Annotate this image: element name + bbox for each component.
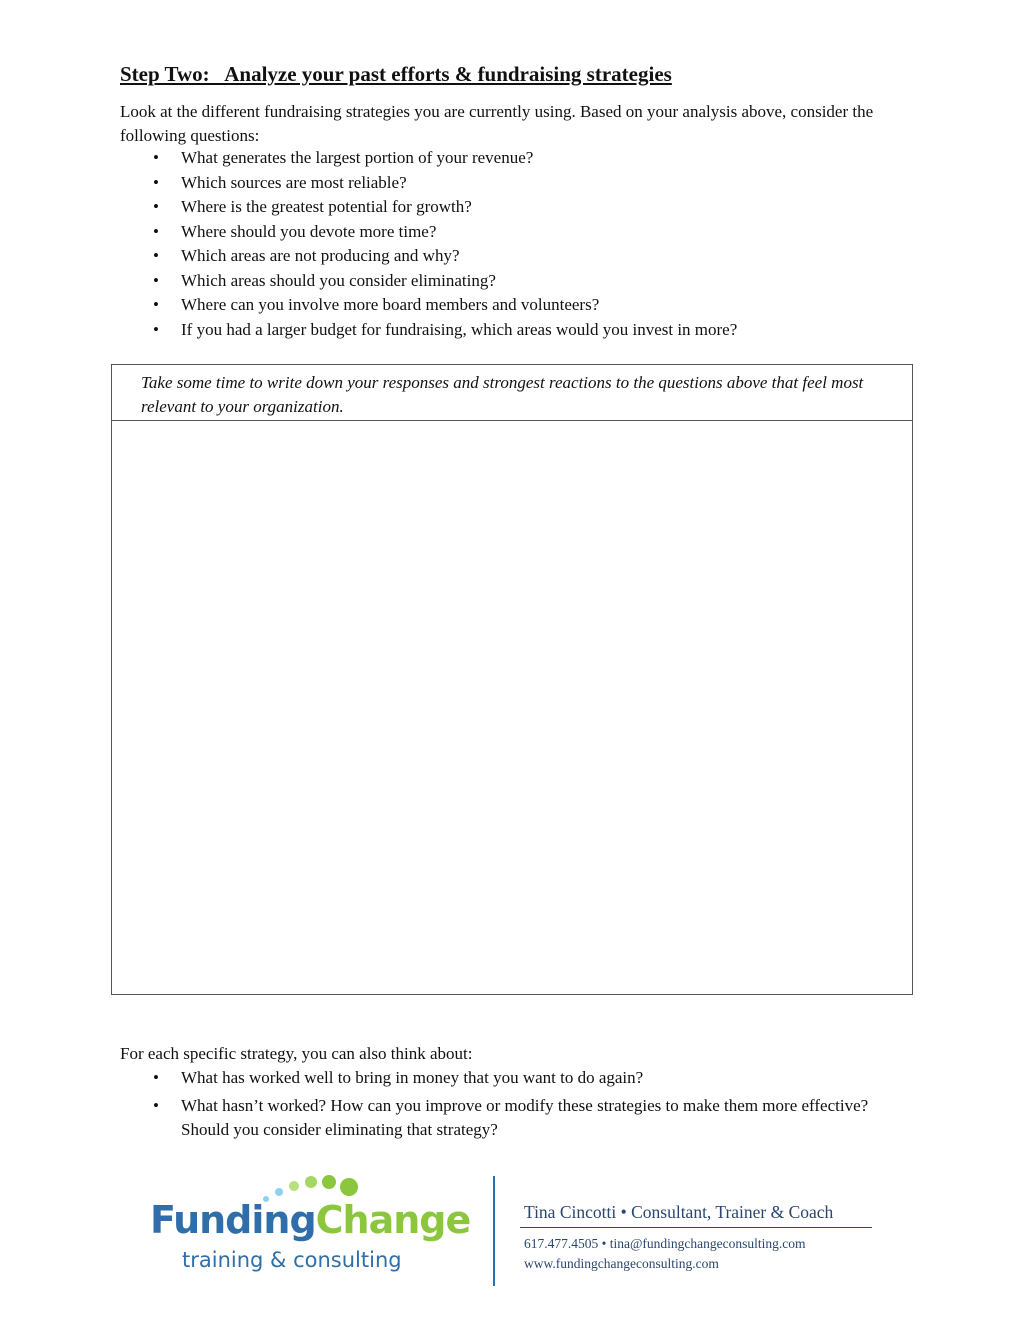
list-item-text: What hasn’t worked? How can you improve or modify these strategies to make them more effective? Should you consider eliminating that strategy? <box>181 1096 869 1139</box>
bullet-icon: • <box>153 148 159 167</box>
list-item <box>120 1094 900 1142</box>
bullet-icon: • <box>153 319 159 339</box>
logo-word-funding: Funding <box>150 1198 316 1242</box>
list-item-text: Where is the greatest potential for growth? <box>181 197 472 216</box>
list-item-text: Where can you involve more board members and volunteers? <box>181 295 600 314</box>
logo-word-change: Change <box>315 1198 471 1242</box>
contact-name: Tina Cincotti • Consultant, Trainer & Coach <box>524 1202 834 1222</box>
bullet-icon: • <box>153 221 159 241</box>
intro-paragraph: Look at the different fundraising strategies you are currently using. Based on your analysis above, consider the following questions: <box>120 102 874 145</box>
funding-change-logo <box>150 1172 480 1282</box>
strategy-questions-list <box>120 1066 900 1146</box>
bullet-icon: • <box>153 295 159 314</box>
strategy-intro: For each specific strategy, you can also think about: <box>120 1044 473 1063</box>
list-item-text: What has worked well to bring in money that you want to do again? <box>181 1068 644 1087</box>
page-title: Step Two: Analyze your past efforts & fundraising strategies <box>120 62 672 86</box>
footer-divider <box>493 1176 495 1286</box>
response-box <box>111 364 913 995</box>
contact-website: www.fundingchangeconsulting.com <box>524 1256 719 1271</box>
bullet-icon: • <box>153 197 159 216</box>
list-item-text: Which areas are not producing and why? <box>181 246 460 265</box>
contact-details: 617.477.4505 • tina@fundingchangeconsulting.com <box>524 1236 806 1251</box>
bullet-icon: • <box>153 172 159 192</box>
logo-tagline: training & consulting <box>182 1248 402 1272</box>
list-item <box>120 293 900 318</box>
list-item-text: Which sources are most reliable? <box>181 172 407 192</box>
list-item <box>120 244 900 269</box>
list-item <box>120 146 900 171</box>
bullet-icon: • <box>153 246 159 265</box>
bullet-icon: • <box>153 1068 159 1087</box>
list-item-text: Which areas should you consider eliminating? <box>181 270 496 290</box>
response-input[interactable] <box>112 421 912 993</box>
list-item <box>120 171 900 196</box>
list-item <box>120 318 900 343</box>
contact-divider <box>520 1227 872 1228</box>
list-item-text: Where should you devote more time? <box>181 221 437 241</box>
bullet-icon: • <box>153 1096 159 1115</box>
analysis-questions-list <box>120 146 900 342</box>
list-item-text: If you had a larger budget for fundraising, which areas would you invest in more? <box>181 319 738 339</box>
list-item-text: What generates the largest portion of your revenue? <box>181 148 534 167</box>
bullet-icon: • <box>153 270 159 290</box>
response-prompt: Take some time to write down your responses and strongest reactions to the questions above that feel most relevant to your organization. <box>112 365 912 421</box>
list-item <box>120 195 900 220</box>
list-item <box>120 1066 900 1090</box>
list-item <box>120 269 900 294</box>
list-item <box>120 220 900 245</box>
logo-wordmark <box>150 1198 470 1242</box>
